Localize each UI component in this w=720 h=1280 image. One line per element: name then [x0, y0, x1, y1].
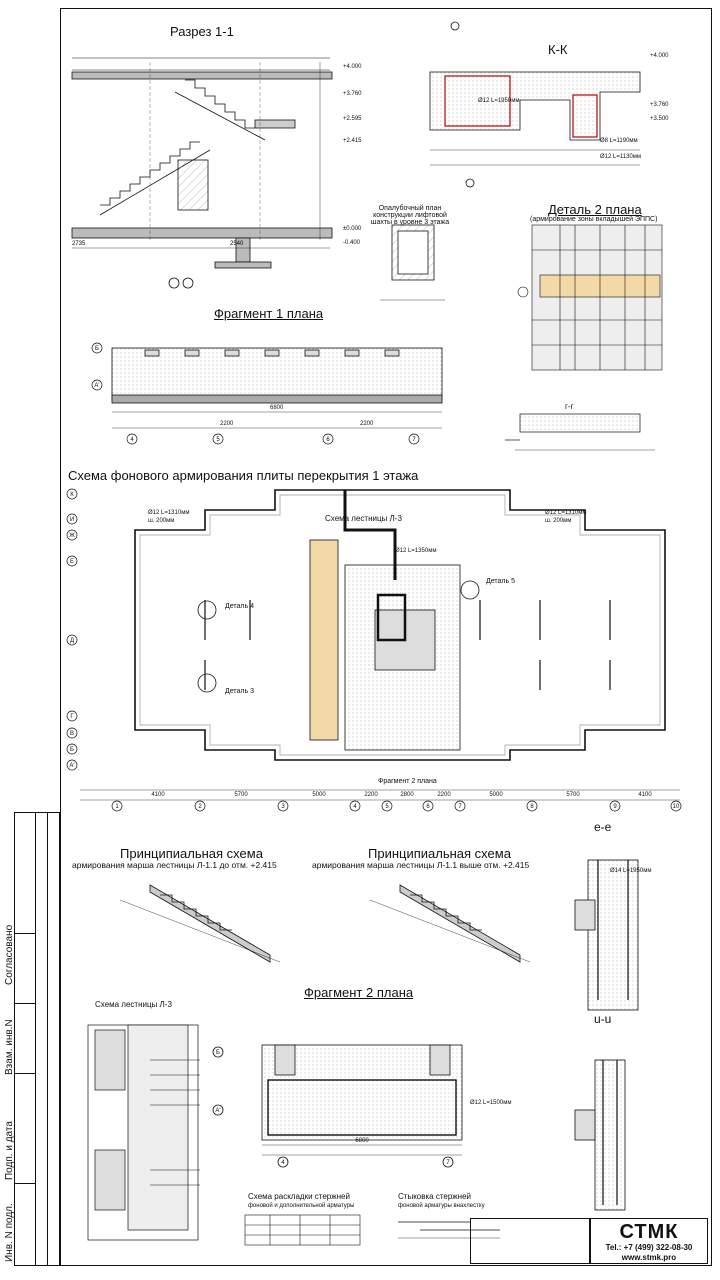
section-gg	[505, 414, 655, 450]
stamp-sign-date: Подп. и дата	[4, 1121, 15, 1180]
main-scheme	[80, 490, 680, 800]
subtitle-principal-left: армирования марша лестницы Л-1.1 до отм. +2.415	[72, 860, 277, 870]
elevations-1-1	[343, 64, 362, 246]
title-section-gg: г-г	[565, 402, 574, 411]
svg-text:5: 5	[385, 804, 389, 810]
logo-tel: Tel.: +7 (499) 322-08-30	[605, 1243, 693, 1252]
svg-text:Б: Б	[70, 747, 74, 753]
rebar-tag: Ø12 L=1310мм	[545, 510, 587, 516]
title-formwork: Опалубочный план конструкции лифтовой шахты в уровне 3 этажа	[370, 205, 450, 226]
main-axis-dims	[151, 792, 652, 798]
svg-text:2200: 2200	[220, 421, 234, 427]
svg-text:6800: 6800	[355, 1138, 369, 1144]
stamp-agreed: Согласовано	[4, 924, 15, 985]
svg-text:Б: Б	[216, 1050, 220, 1056]
title-bars-joint: Стыковка стержней	[398, 1192, 471, 1201]
title-fragment-2: Фрагмент 2 плана	[304, 985, 414, 1000]
svg-text:И: И	[69, 517, 75, 523]
dim-2735: 2735	[72, 241, 86, 247]
title-section-1-1: Разрез 1-1	[170, 24, 234, 39]
svg-text:2: 2	[198, 804, 202, 810]
title-principal-right: Принципиальная схема	[368, 846, 511, 861]
svg-text:2800: 2800	[400, 792, 414, 798]
svg-text:К: К	[70, 492, 74, 498]
svg-text:2200: 2200	[437, 792, 451, 798]
rebar-tag: Ø12 L=1950мм	[478, 98, 520, 104]
subtitle-bars-layout: фоновой и дополнительной арматуры	[248, 1203, 355, 1209]
svg-text:А': А'	[69, 763, 75, 769]
svg-text:1: 1	[115, 804, 119, 810]
section-kk	[430, 22, 640, 187]
svg-text:2200: 2200	[364, 792, 378, 798]
logo-brand: СТМК	[619, 1221, 679, 1243]
svg-text:4: 4	[281, 1160, 285, 1166]
svg-text:Е: Е	[69, 559, 75, 565]
rebar-tag: Ø12 L=1310мм	[148, 510, 190, 516]
kk-elev-3760: +3.760	[650, 102, 669, 108]
svg-text:А': А'	[215, 1108, 221, 1114]
svg-text:6: 6	[426, 804, 430, 810]
rebar-tag: Ø8 L=1190мм	[600, 138, 638, 144]
title-section-kk: К-К	[548, 42, 568, 57]
title-stair-scheme: Схема лестницы Л-3	[95, 1000, 172, 1009]
elev-0000: ±0.000	[343, 226, 362, 232]
title-block	[470, 1218, 590, 1264]
svg-text:4100: 4100	[151, 792, 165, 798]
section-ee	[575, 860, 638, 1010]
title-fragment-1: Фрагмент 1 плана	[214, 306, 324, 321]
stamp-inv-vzam: Взам. инв.N	[4, 1019, 15, 1075]
svg-text:Б: Б	[95, 346, 99, 352]
elev-2595: +2.595	[343, 116, 362, 122]
stamp-inv-podl: Инв. N подл.	[4, 1203, 15, 1262]
svg-text:2200: 2200	[360, 421, 374, 427]
detail-2	[518, 225, 662, 370]
svg-text:В: В	[69, 731, 75, 737]
elev-2415: +2.415	[343, 138, 362, 144]
title-section-ee: е-е	[594, 820, 612, 834]
svg-text:6: 6	[326, 437, 330, 443]
svg-text:6800: 6800	[270, 405, 284, 411]
logo-web: www.stmk.pro	[621, 1253, 677, 1262]
elev-0400: -0.400	[343, 240, 361, 246]
svg-text:5700: 5700	[566, 792, 580, 798]
title-detail-2: Деталь 2 плана	[548, 202, 642, 217]
elev-4000: +4.000	[343, 64, 362, 70]
title-bars-layout: Схема раскладки стержней	[248, 1192, 350, 1201]
svg-text:4: 4	[130, 437, 134, 443]
rebar-tag: Ø12 L=1500мм	[470, 1100, 512, 1106]
svg-text:7: 7	[458, 804, 462, 810]
rebar-tag: ш. 200мм	[148, 518, 175, 524]
svg-text:Г: Г	[70, 714, 74, 720]
subtitle-bars-joint: фоновой арматуры внахлестку	[398, 1203, 485, 1209]
svg-text:7: 7	[412, 437, 416, 443]
label-detail-4: Деталь 4	[225, 603, 254, 610]
svg-text:5700: 5700	[234, 792, 248, 798]
section-uu	[575, 1060, 625, 1210]
label-scheme-l3: Схема лестницы Л-3	[325, 514, 402, 523]
elev-3760: +3.760	[343, 91, 362, 97]
svg-text:А': А'	[94, 383, 100, 389]
svg-text:7: 7	[446, 1160, 450, 1166]
fragment-1-plan	[112, 348, 442, 428]
section-1-1	[72, 58, 332, 288]
svg-text:4100: 4100	[638, 792, 652, 798]
svg-text:5: 5	[216, 437, 220, 443]
svg-text:8: 8	[530, 804, 534, 810]
bars-layout	[245, 1215, 360, 1245]
label-detail-3: Деталь 3	[225, 688, 254, 695]
svg-text:Ж: Ж	[69, 533, 75, 539]
svg-text:5000: 5000	[489, 792, 503, 798]
label-detail-5: Деталь 5	[486, 578, 515, 585]
title-main-scheme: Схема фонового армирования плиты перекрытия 1 этажа	[68, 468, 419, 483]
stair-scheme-l3	[88, 1025, 200, 1240]
rebar-tag: Ø12 L=1350мм	[395, 548, 437, 554]
subtitle-principal-right: армирования марша лестницы Л-1.1 выше отм. +2.415	[312, 860, 530, 870]
svg-text:10: 10	[672, 804, 680, 810]
title-section-uu: u-u	[594, 1012, 612, 1026]
title-principal-left: Принципиальная схема	[120, 846, 263, 861]
svg-text:Д: Д	[69, 638, 75, 644]
formwork-plan	[380, 225, 445, 300]
company-logo	[590, 1218, 708, 1264]
kk-elev-4000: +4.000	[650, 53, 669, 59]
label-fragment-2-plan: Фрагмент 2 плана	[378, 778, 437, 785]
rebar-tag: Ø12 L=1130мм	[600, 154, 642, 160]
principal-scheme-right	[370, 885, 530, 962]
main-axes-vertical	[67, 489, 77, 770]
svg-text:2540: 2540	[230, 241, 244, 247]
rebar-tag: Ø14 L=1950мм	[610, 868, 652, 874]
kk-elev-3500: +3.500	[650, 116, 669, 122]
svg-text:5000: 5000	[312, 792, 326, 798]
svg-text:4: 4	[353, 804, 357, 810]
main-axes-labels	[115, 804, 680, 810]
svg-text:3: 3	[281, 804, 285, 810]
fragment-2-plan	[213, 1045, 462, 1167]
rebar-tag: ш. 200мм	[545, 518, 572, 524]
svg-text:9: 9	[613, 804, 617, 810]
principal-scheme-left	[120, 885, 280, 962]
subtitle-detail-2: (армирование зоны вкладышей ЭППС)	[530, 216, 658, 223]
